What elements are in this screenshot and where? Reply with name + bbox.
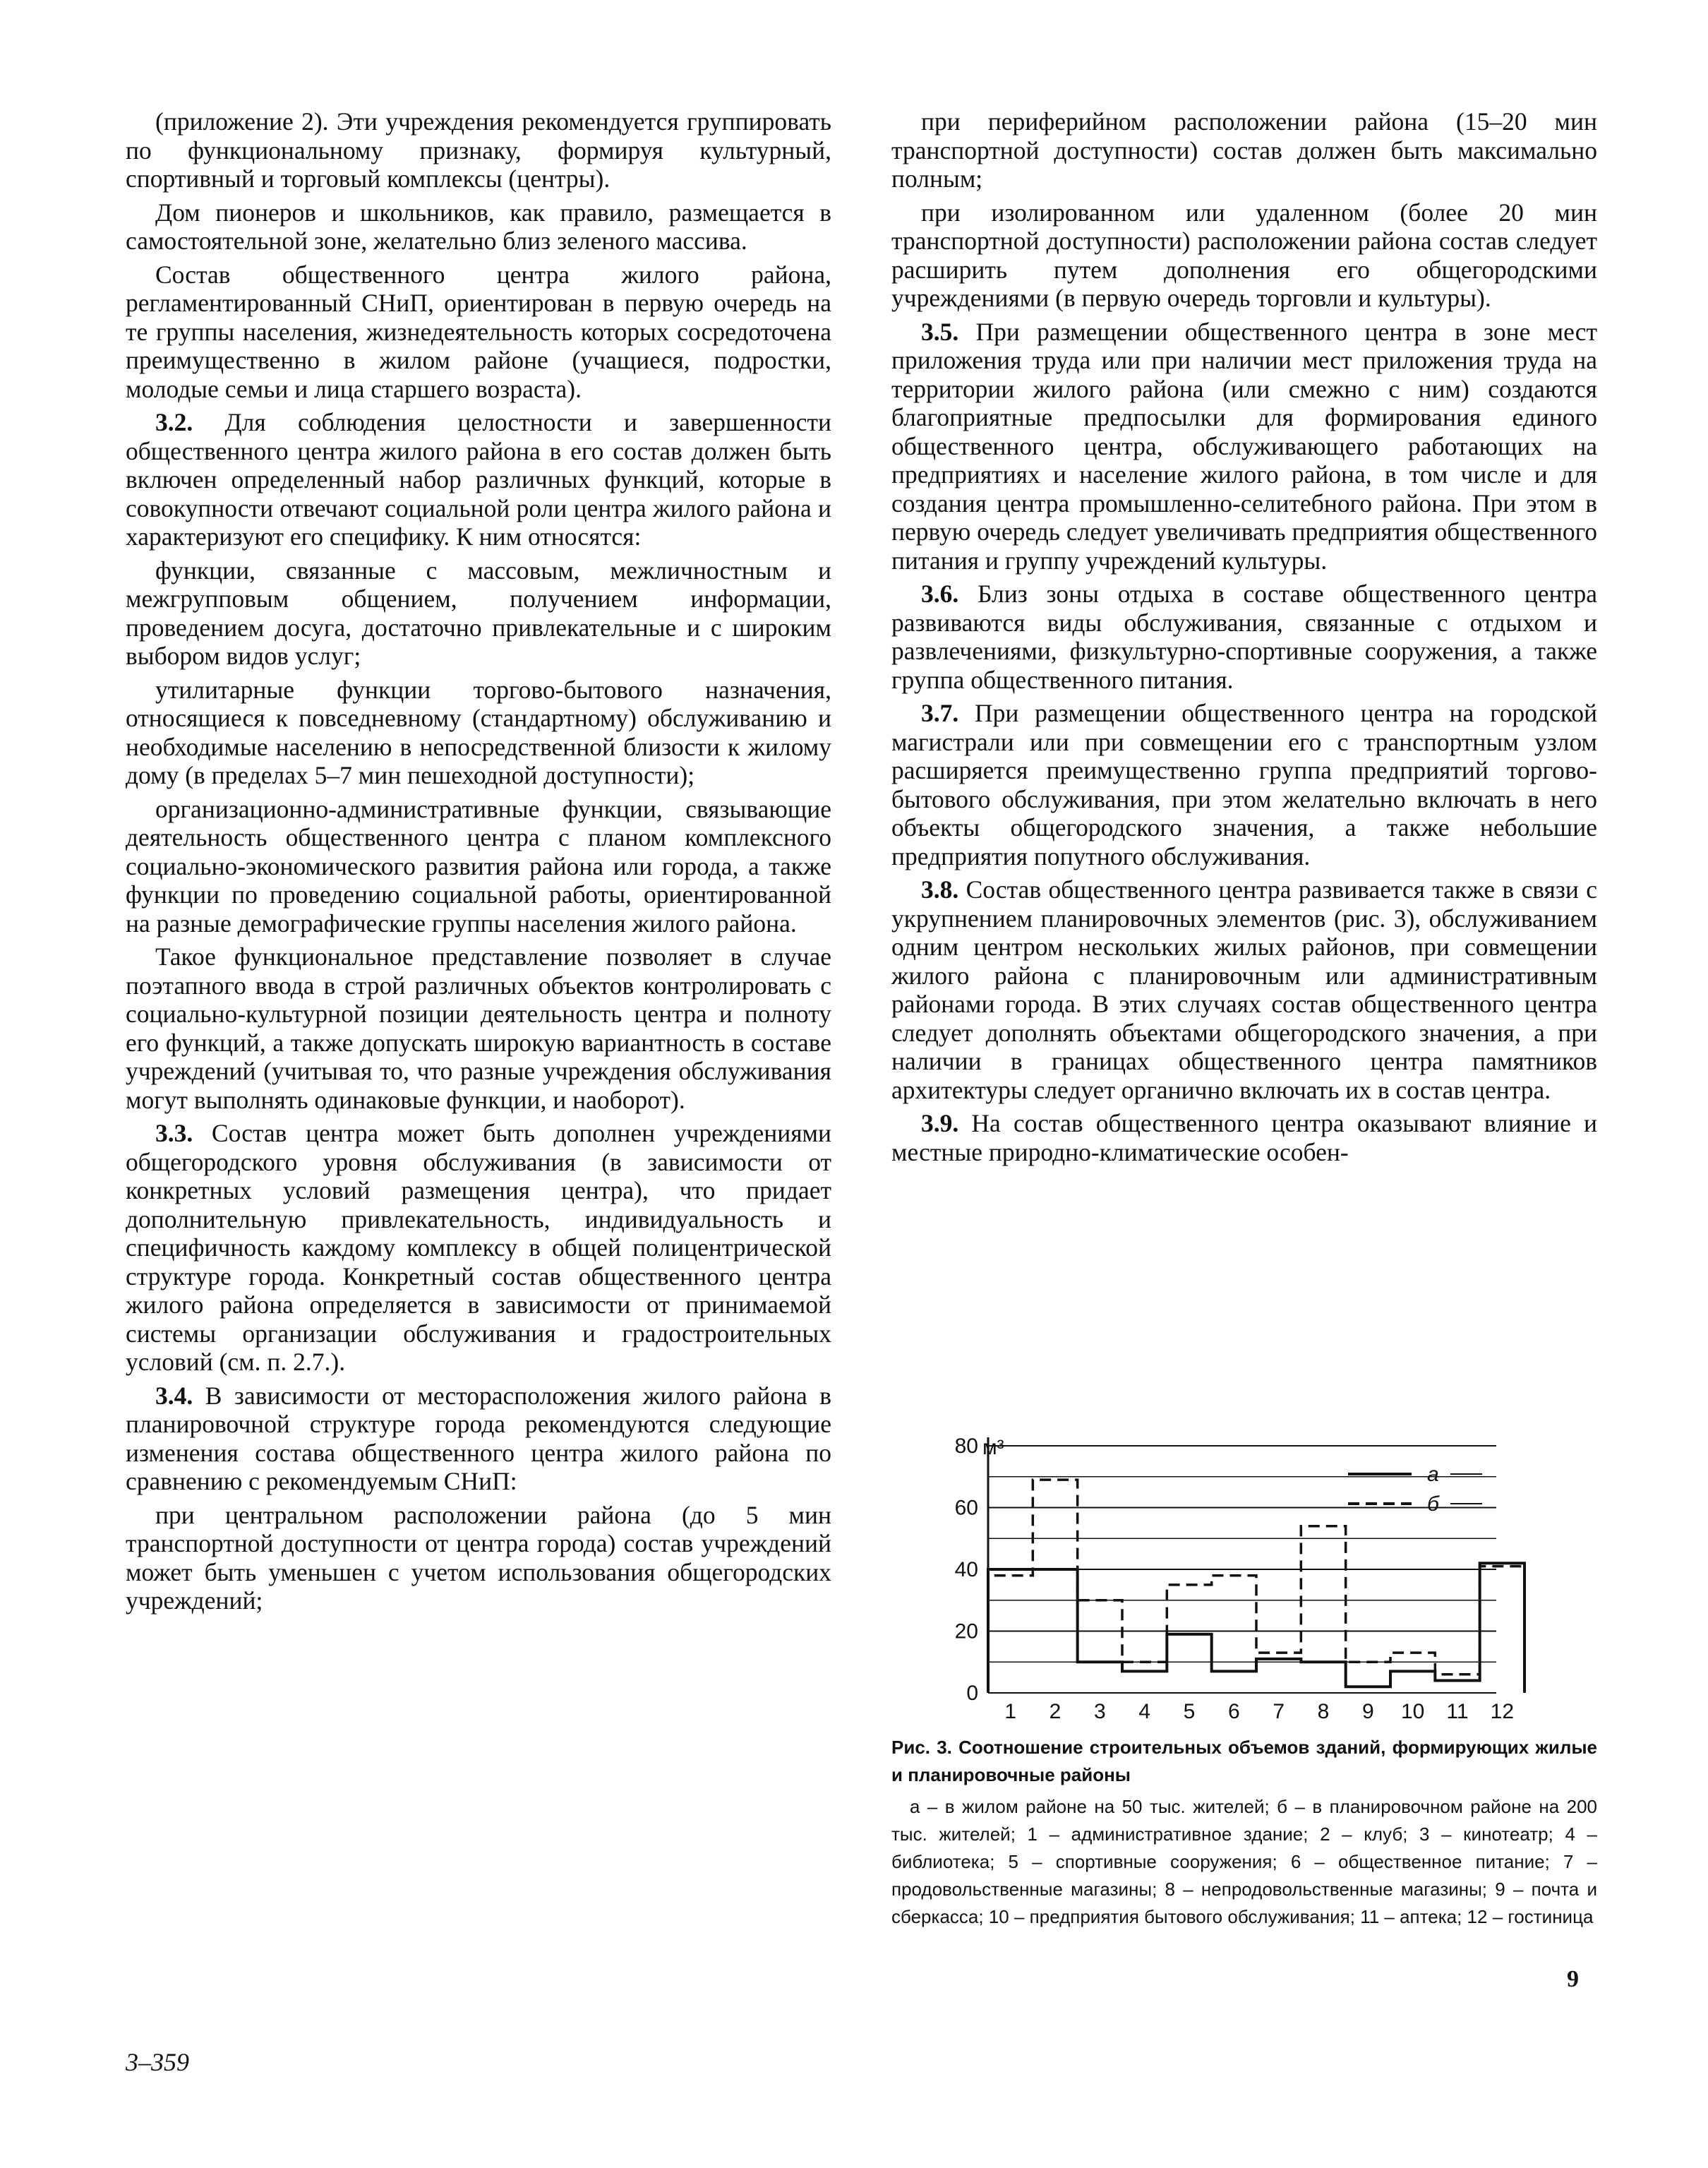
section-number: 3.5.: [921, 317, 959, 346]
x-tick-label: 3: [1093, 1700, 1106, 1721]
chart-svg: [918, 1425, 1595, 1721]
paragraph-text: функции, связанные с массовым, межличностным и межгрупповым общением, получением информации, проведением досуга, достаточно привлекательные и с широким выбором видов услуг;: [126, 556, 831, 670]
x-tick-label: 2: [1049, 1700, 1062, 1721]
x-tick-label: 9: [1361, 1700, 1374, 1721]
paragraph-text: Дом пионеров и школьников, как правило, размещается в самостоятельной зоне, желательно близ зеленого массива.: [126, 198, 831, 255]
x-tick-label: 8: [1317, 1700, 1330, 1721]
y-tick-label: 60: [954, 1496, 978, 1520]
paragraph: [126, 1382, 831, 1496]
paragraph-text: Для соблюдения целостности и завершенности общественного центра жилого района в его состав должен быть включен определенный набор различных функций, которые в совокупности отвечают социальной роли центра жилого района и характеризуют его специфику. К ним относятся:: [126, 408, 831, 551]
paragraph: [126, 556, 831, 671]
x-tick-label: 10: [1400, 1700, 1425, 1721]
paragraph-text: Состав общественного центра жилого района, регламентированный СНиП, ориентирован в первую очередь на те группы населения, жизнедеятельность которых сосредоточена преимущественно в жилом районе (учащиеся, подростки, молодые семьи и лица старшего возраста).: [126, 260, 831, 403]
y-tick-label: 20: [954, 1619, 978, 1643]
paragraph-text: (приложение 2). Эти учреждения рекомендуется группировать по функциональному признаку, формируя культурный, спортивный и торговый комплексы (центры).: [126, 107, 831, 193]
y-tick-label: 40: [954, 1558, 978, 1581]
x-tick-label: 6: [1227, 1700, 1240, 1721]
paragraph-text: при периферийном расположении района (15–20 мин транспортной доступности) состав должен быть максимально полным;: [891, 107, 1597, 193]
x-tick-label: 12: [1490, 1700, 1515, 1721]
paragraph-text: при центральном расположении района (до 5 мин транспортной доступности от центра города) состав учреждений может быть уменьшен с учетом использования общегородских учреждений;: [126, 1500, 831, 1615]
paragraph: [891, 875, 1597, 1104]
paragraph: [126, 676, 831, 790]
caption-title: Рис. 3. Соотношение строительных объемов зданий, формирующих жилые и планировочные районы: [891, 1737, 1597, 1785]
paragraph: [891, 1109, 1597, 1166]
right-column: [891, 107, 1597, 1171]
figure-3-chart: [918, 1425, 1595, 1721]
paragraph: [891, 198, 1597, 313]
printer-signature: 3–359: [126, 2048, 189, 2076]
section-number: 3.7.: [921, 699, 959, 727]
paragraph: [891, 699, 1597, 870]
figure-caption: [891, 1734, 1597, 1931]
paragraph: [126, 1501, 831, 1615]
paragraph: [126, 795, 831, 938]
paragraph-text: организационно-административные функции, связывающие деятельность общественного центра с планом комплексного социально-экономического развития района или города, а также функции по проведению социальной работы, ориентированной на разные демографические группы населения жилого района.: [126, 794, 831, 938]
paragraph-text: Состав центра может быть дополнен учреждениями общегородского уровня обслуживания (в зависимости от конкретных условий размещения центра), что придает дополнительную привлекательность, индивидуальность и специфичность каждому комплексу в общей полицентрической структуре города. Конкретный состав общественного центра жилого района определяется в зависимости от принимаемой системы организации обслуживания и градостроительных условий (см. п. 2.7.).: [126, 1119, 831, 1376]
y-tick-label: 80: [954, 1435, 978, 1458]
section-number: 3.9.: [921, 1109, 959, 1137]
paragraph: [891, 107, 1597, 193]
legend-label: а: [1427, 1463, 1439, 1486]
paragraph-text: На состав общественного центра оказывают влияние и местные природно-климатические особен-: [891, 1109, 1597, 1166]
paragraph-text: утилитарные функции торгово-бытового назначения, относящиеся к повседневному (стандартному) обслуживанию и необходимые населению в непосредственной близости к жилому дому (в пределах 5–7 мин пешеходной доступности);: [126, 675, 831, 789]
paragraph-text: В зависимости от месторасположения жилого района в планировочной структуре города рекомендуются следующие изменения состава общественного центра жилого района по сравнению с рекомендуемым СНиП:: [126, 1381, 831, 1495]
section-number: 3.6.: [921, 580, 959, 608]
paragraph: [891, 318, 1597, 575]
paragraph: [891, 580, 1597, 694]
paragraph-text: Близ зоны отдыха в составе общественного центра развиваются виды обслуживания, связанные с отдыхом и развлечениями, физкультурно-спортивные сооружения, а также группа общественного питания.: [891, 580, 1597, 694]
page-number: 9: [1567, 1966, 1579, 1992]
left-column: [126, 107, 831, 1620]
section-number: 3.2.: [155, 408, 193, 436]
x-tick-label: 1: [1004, 1700, 1017, 1721]
paragraph-text: При размещении общественного центра на городской магистрали или при совмещении его с транспортным узлом расширяется преимущественно группа предприятий торгово-бытового обслуживания, при этом желательно включать в него объекты общегородского значения, а также небольшие предприятия попутного обслуживания.: [891, 699, 1597, 870]
paragraph: [126, 198, 831, 256]
paragraph: [126, 107, 831, 193]
paragraph: [126, 408, 831, 551]
y-tick-label: 0: [966, 1682, 978, 1705]
paragraph: [126, 942, 831, 1114]
x-tick-label: 11: [1446, 1700, 1469, 1721]
section-number: 3.8.: [921, 875, 959, 904]
legend-label: б: [1427, 1492, 1439, 1516]
x-tick-label: 5: [1183, 1700, 1196, 1721]
paragraph-text: Такое функциональное представление позволяет в случае поэтапного ввода в строй различных объектов контролировать с социально-культурной позиции деятельность центра и полноту его функций, а также допускать широкую вариантность в составе учреждений (учитывая то, что разные учреждения обслуживания могут выполнять одинаковые функции, и наоборот).: [126, 942, 831, 1114]
section-number: 3.4.: [155, 1381, 193, 1410]
paragraph: [126, 260, 831, 404]
paragraph-text: при изолированном или удаленном (более 20 мин транспортной доступности) расположении района состав следует расширить путем дополнения его общегородскими учреждениями (в первую очередь торговли и культуры).: [891, 198, 1597, 312]
section-number: 3.3.: [155, 1119, 193, 1147]
x-tick-label: 7: [1273, 1700, 1285, 1721]
paragraph-text: При размещении общественного центра в зоне мест приложения труда или при наличии мест приложения труда на территории жилого района (или смежно с ним) создаются благоприятные предпосылки для формирования единого общественного центра, обслуживающего работающих на предприятиях и население жилого района, в том числе и для создания центра промышленно-селитебного района. При этом в первую очередь следует увеличивать предприятия общественного питания и группу учреждений культуры.: [891, 317, 1597, 575]
paragraph-text: Состав общественного центра развивается также в связи с укрупнением планировочных элементов (рис. 3), обслуживанием одним центром нескольких жилых районов, при совмещении жилого района с планировочным или административным районами города. В этих случаях состав общественного центра следует дополнять объектами общегородского значения, а при наличии в границах общественного центра памятников архитектуры следует органично включать их в состав центра.: [891, 875, 1597, 1104]
caption-legend: а – в жилом районе на 50 тыс. жителей; б – в планировочном районе на 200 тыс. жителей; 1 – административное здание; 2 – клуб; 3 – кинотеатр; 4 – библиотека; 5 – спортивные сооружения; 6 – общественное питание; 7 – продовольственные магазины; 8 – непродовольственные магазины; 9 – почта и сберкасса; 10 – предприятия бытового обслуживания; 11 – аптека; 12 – гостиница: [891, 1796, 1597, 1927]
y-axis-unit: м³: [982, 1436, 1004, 1459]
x-tick-label: 4: [1138, 1700, 1151, 1721]
paragraph: [126, 1119, 831, 1377]
